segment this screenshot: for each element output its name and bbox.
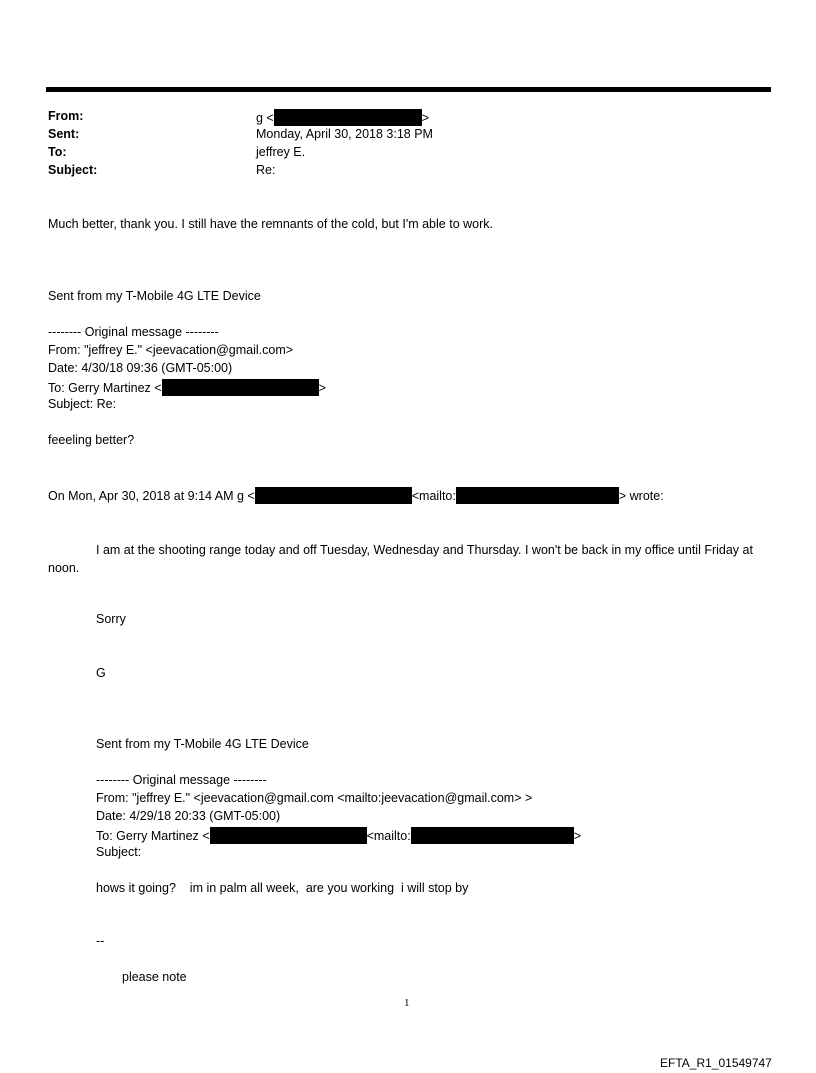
original-message: feeeling better? [48, 433, 135, 447]
from-value [256, 109, 429, 126]
original2-date: Date: 4/29/18 20:33 (GMT-05:00) [96, 809, 281, 823]
reply-text: Much better, thank you. I still have the remnants of the cold, but I'm able to work. [48, 217, 493, 231]
from-name: g < [256, 111, 274, 125]
from-label: From: [48, 109, 84, 123]
from-close: > [421, 111, 430, 125]
original-to-suffix: > [318, 381, 326, 395]
please-note: please note [122, 970, 187, 984]
redaction-box [411, 827, 574, 844]
signature-dash: -- [96, 934, 105, 948]
quoted-paragraph: I am at the shooting range today and off Tuesday, Wednesday and Thursday. I won't be back in my office until Friday at noon. [48, 543, 753, 575]
page-number: 1 [404, 997, 410, 1009]
original-to [48, 379, 326, 396]
subject-value: Re: [256, 163, 276, 177]
sent-value: Monday, April 30, 2018 3:18 PM [256, 127, 433, 141]
redaction-box [210, 827, 367, 844]
original-date: Date: 4/30/18 09:36 (GMT-05:00) [48, 361, 233, 375]
original2-to-mailto: <mailto: [366, 829, 411, 843]
redaction-box [162, 379, 319, 396]
header-rule [46, 87, 771, 92]
sent-label: Sent: [48, 127, 80, 141]
quote-intro [48, 487, 664, 504]
original2-from: From: "jeffrey E." <jeevacation@gmail.com <mailto:jeevacation@gmail.com> > [96, 791, 533, 805]
original2-to [96, 827, 581, 844]
to-value: jeffrey E. [256, 145, 306, 159]
original-subject: Subject: Re: [48, 397, 117, 411]
original2-subject: Subject: [96, 845, 142, 859]
quoted-signature: Sent from my T-Mobile 4G LTE Device [96, 737, 309, 751]
original2-separator: -------- Original message -------- [96, 773, 267, 787]
redaction-box [456, 487, 619, 504]
redaction-box [274, 109, 422, 126]
to-label: To: [48, 145, 67, 159]
original2-to-suffix: > [573, 829, 582, 843]
original2-message: hows it going? im in palm all week, are you working i will stop by [96, 881, 469, 895]
quote-intro-prefix: On Mon, Apr 30, 2018 at 9:14 AM g < [48, 489, 255, 503]
document-id: EFTA_R1_01549747 [660, 1056, 772, 1070]
redaction-box [255, 487, 412, 504]
quoted-initial: G [96, 666, 106, 680]
reply-signature: Sent from my T-Mobile 4G LTE Device [48, 289, 261, 303]
subject-label: Subject: [48, 163, 98, 177]
quote-intro-mailto: <mailto: [411, 489, 456, 503]
quote-intro-suffix: > wrote: [618, 489, 664, 503]
original-separator: -------- Original message -------- [48, 325, 219, 339]
original-to-prefix: To: Gerry Martinez < [48, 381, 162, 395]
quoted-sorry: Sorry [96, 612, 126, 626]
original-from: From: "jeffrey E." <jeevacation@gmail.com> [48, 343, 294, 357]
original2-to-prefix: To: Gerry Martinez < [96, 829, 210, 843]
